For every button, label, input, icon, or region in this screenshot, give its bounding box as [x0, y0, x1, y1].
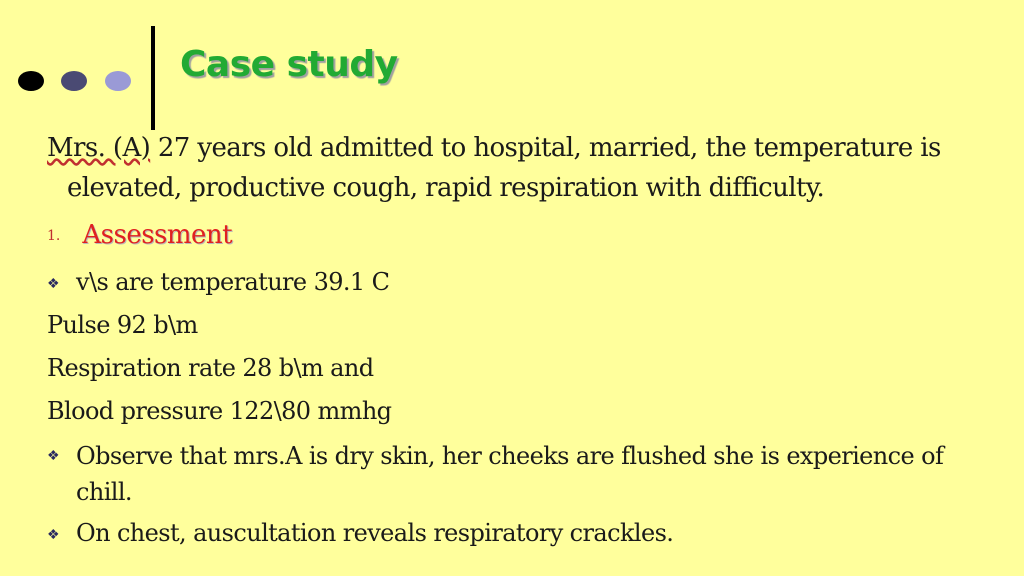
decor-dot-dark-blue — [61, 71, 87, 91]
pulse-line: Pulse 92 b\m — [47, 311, 198, 339]
slide-title: Case study — [180, 44, 398, 85]
decor-dot-light-blue — [105, 71, 131, 91]
vitals-text: v\s are temperature 39.1 C — [76, 268, 390, 296]
vitals-item — [47, 268, 389, 296]
observe-bullet — [47, 440, 76, 468]
patient-name: Mrs. (A) — [47, 133, 151, 163]
section-label: Assessment — [82, 220, 233, 250]
blood-pressure-line: Blood pressure 122\80 mmhg — [47, 397, 392, 425]
chest-item — [47, 519, 673, 547]
case-intro — [47, 128, 1024, 208]
observe-text: Observe that mrs.A is dry skin, her cheeks are flushed she is experience of chill. — [76, 442, 944, 506]
diamond-bullet-icon: ❖ — [47, 447, 59, 464]
respiration-line: Respiration rate 28 b\m and — [47, 354, 374, 382]
section-number: 1. — [47, 228, 61, 244]
section-heading — [47, 220, 232, 250]
title-divider — [151, 26, 155, 130]
decor-dot-black — [18, 71, 44, 91]
chest-text: On chest, auscultation reveals respiratory crackles. — [76, 519, 674, 547]
diamond-bullet-icon: ❖ — [47, 526, 59, 543]
case-description: 27 years old admitted to hospital, married, the temperature is elevated, productive cough, rapid respiration with difficulty. — [67, 133, 941, 203]
diamond-bullet-icon: ❖ — [47, 275, 59, 292]
